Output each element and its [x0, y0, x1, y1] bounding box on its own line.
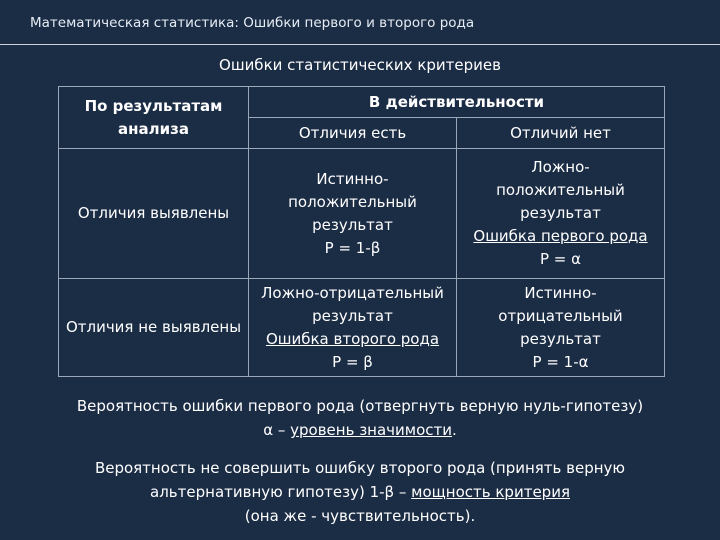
- significance-period: .: [452, 421, 457, 439]
- tn-line-1: Истинно-: [524, 283, 597, 302]
- tp-line-2: положительный: [288, 192, 417, 211]
- tn-line-3: результат: [520, 329, 601, 348]
- fp-line-3: результат: [520, 204, 601, 222]
- significance-note: [40, 394, 680, 442]
- tn-line-2: отрицательный: [498, 306, 623, 325]
- significance-level-term: уровень значимости: [290, 421, 453, 439]
- header-no-differences: Отличий нет: [457, 118, 665, 149]
- header-in-reality: В действительности: [249, 87, 665, 118]
- tp-line-3: результат: [312, 215, 393, 234]
- cell-false-negative: [249, 279, 457, 377]
- fp-line-2: положительный: [496, 181, 625, 199]
- row-label-not-detected: Отличия не выявлены: [59, 279, 249, 377]
- type-2-error-label: Ошибка второго рода: [265, 329, 440, 348]
- cell-true-positive: [249, 149, 457, 279]
- power-note-line-3: (она же - чувствительность).: [244, 507, 476, 525]
- significance-note-line-2: [40, 418, 680, 442]
- tp-line-1: Истинно-: [316, 169, 389, 188]
- fp-probability: P = α: [539, 250, 582, 268]
- test-power-term: мощность критерия: [411, 483, 570, 501]
- fn-line-1: Ложно-отрицательный: [261, 283, 444, 302]
- fp-line-1: Ложно-: [531, 158, 590, 176]
- cell-false-positive: [457, 149, 665, 279]
- tp-probability: P = 1-β: [324, 238, 381, 257]
- cell-true-negative: [457, 279, 665, 377]
- power-note: [40, 456, 680, 528]
- power-prefix: альтернативную гипотезу) 1-β –: [150, 483, 412, 501]
- significance-note-line-1: Вероятность ошибки первого рода (отвергнуть верную нуль-гипотезу): [76, 397, 644, 415]
- power-note-line-2: [40, 480, 680, 504]
- fn-probability: P = β: [332, 352, 373, 371]
- error-types-table: [58, 86, 665, 377]
- slide-subtitle: Ошибки статистических критериев: [219, 56, 501, 74]
- row-label-detected: Отличия выявлены: [59, 149, 249, 279]
- header-by-analysis: По результатам анализа: [59, 87, 249, 149]
- header-differences-exist: Отличия есть: [249, 118, 457, 149]
- power-note-line-1: Вероятность не совершить ошибку второго рода (принять верную: [94, 459, 626, 477]
- fn-line-2: результат: [312, 306, 393, 325]
- tn-probability: P = 1-α: [532, 352, 589, 371]
- header-divider: [0, 44, 720, 45]
- slide-header: Математическая статистика: Ошибки первого и второго рода: [30, 15, 475, 31]
- alpha-dash: α –: [263, 421, 291, 439]
- type-1-error-label: Ошибка первого рода: [473, 227, 648, 245]
